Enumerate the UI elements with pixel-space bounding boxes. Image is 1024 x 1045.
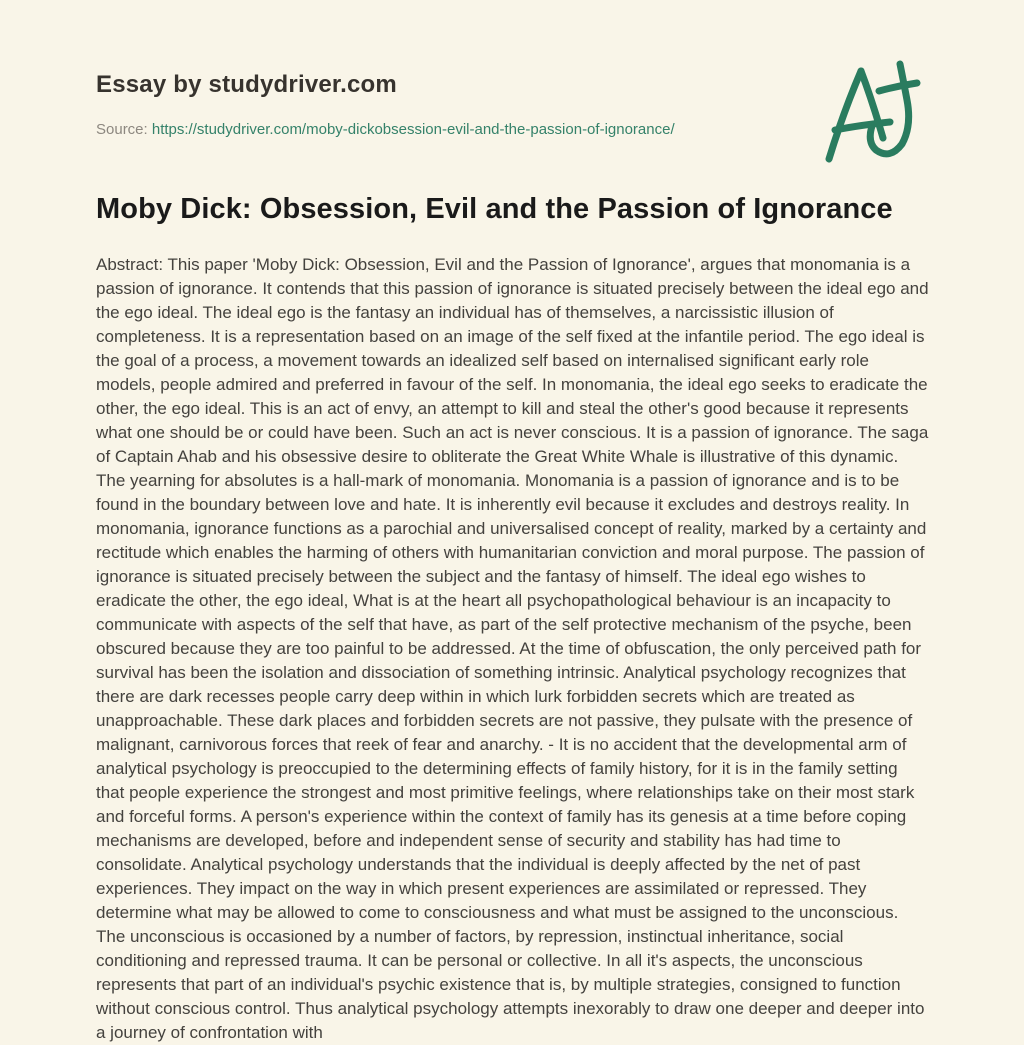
essay-title: Moby Dick: Obsession, Evil and the Passion of Ignorance: [96, 193, 893, 225]
source-label: Source:: [96, 121, 148, 138]
source-row: [96, 120, 675, 140]
essay-abstract: Abstract: This paper 'Moby Dick: Obsession, Evil and the Passion of Ignorance', argues that monomania is a passion of ignorance. It contends that this passion of ignorance is situated precisely between the ideal ego and the ego ideal. The ideal ego is the fantasy an individual has of themselves, a narcissistic illusion of completeness. It is a representation based on an image of the self fixed at the infantile period. The ego ideal is the goal of a process, a movement towards an idealized self based on internalised significant early role models, people admired and preferred in favour of the self. In monomania, the ideal ego seeks to eradicate the other, the ego ideal. This is an act of envy, an attempt to kill and steal the other's good because it represents what one should be or could have been. Such an act is never conscious. It is a passion of ignorance. The saga of Captain Ahab and his obsessive desire to obliterate the Great White Whale is illustrative of this dynamic. The yearning for absolutes is a hall-mark of monomania. Monomania is a passion of ignorance and is to be found in the boundary between love and hate. It is inherently evil because it excludes and destroys reality. In monomania, ignorance functions as a parochial and universalised concept of reality, marked by a certainty and rectitude which enables the harming of others with humanitarian conviction and moral purpose. The passion of ignorance is situated precisely between the subject and the fantasy of himself. The ideal ego wishes to eradicate the other, the ego ideal, What is at the heart all psychopathological behaviour is an incapacity to communicate with aspects of the self that have, as part of the self protective mechanism of the psyche, been obscured because they are too painful to be addressed. At the time of obfuscation, the only perceived path for survival has been the isolation and dissociation of something intrinsic. Analytical psychology recognizes that there are dark recesses people carry deep within in which lurk forbidden secrets which are treated as unapproachable. These dark places and forbidden secrets are not passive, they pulsate with the presence of malignant, carnivorous forces that reek of fear and anarchy. - It is no accident that the developmental arm of analytical psychology is preoccupied to the determining effects of family history, for it is in the family setting that people experience the strongest and most primitive feelings, where relationships take on their most stark and forceful forms. A person's experience within the context of family has its genesis at a time before coping mechanisms are developed, before and independent sense of security and stability has had time to consolidate. Analytical psychology understands that the individual is deeply affected by the net of past experiences. They impact on the way in which present experiences are assimilated or repressed. They determine what may be allowed to come to consciousness and what must be assigned to the unconscious. The unconscious is occasioned by a number of factors, by repression, instinctual inheritance, social conditioning and repressed trauma. It can be personal or collective. In all it's aspects, the unconscious represents that part of an individual's psychic existence that is, by multiple strategies, consigned to function without conscious control. Thus analytical psychology attempts inexorably to draw one deeper and deeper into a journey of confrontation with: [96, 255, 929, 1042]
site-heading: Essay by studydriver.com: [96, 71, 397, 98]
a-plus-grade-icon: [816, 56, 924, 170]
source-link[interactable]: https://studydriver.com/moby-dickobsession-evil-and-the-passion-of-ignorance/: [151, 121, 675, 138]
